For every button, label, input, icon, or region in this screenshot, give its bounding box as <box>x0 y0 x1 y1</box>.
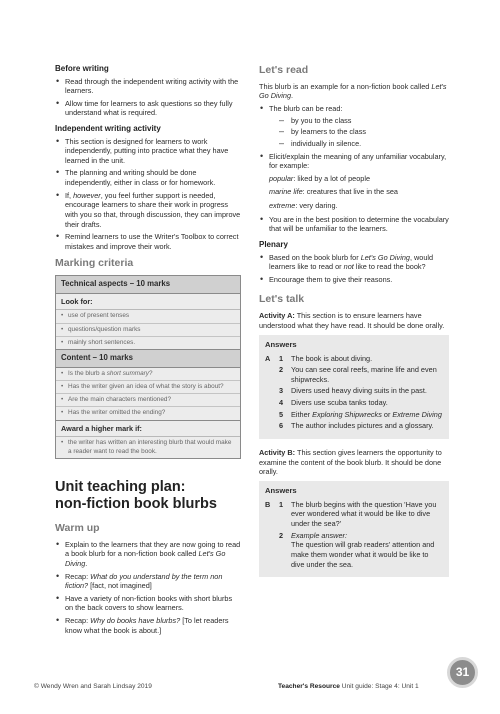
list-item: – individually in silence. <box>279 139 449 149</box>
list-item: • Elicit/explain the meaning of any unfamiliar vocabulary, for example: <box>259 152 449 171</box>
answers-box-a <box>259 335 449 439</box>
list-item: • The blurb can be read: – by you to the class – by learners to the class – individually in silence. <box>259 104 449 149</box>
warm-up-heading: Warm up <box>55 521 100 534</box>
page-footer <box>34 683 434 692</box>
list-item: • The planning and writing should be done independently, either in class or for homework. <box>55 168 241 187</box>
reading-modes-list <box>279 116 449 149</box>
criteria-row: • mainly short sentences. <box>56 337 240 350</box>
answer-row: 3 Divers used heavy diving suits in the past. <box>279 386 427 396</box>
list-item: • Encourage them to give their reasons. <box>259 275 449 285</box>
marking-criteria-table <box>55 275 241 459</box>
copyright-text: © Wendy Wren and Sarah Lindsay 2019 <box>34 683 152 690</box>
criteria-row: • Is the blurb a short summary? <box>56 368 240 381</box>
independent-writing-list <box>55 137 241 252</box>
list-item: • If, however, you feel further support is needed, encourage learners to share their work in progress with you so that, through discussion, they can improve their drafts. <box>55 191 241 230</box>
answers-box-b <box>259 481 449 577</box>
content-header: Content – 10 marks <box>56 350 240 367</box>
page-number-badge: 31 <box>447 657 478 688</box>
list-item: • Remind learners to use the Writer's Toolbox to correct mistakes and improve their work. <box>55 232 241 251</box>
criteria-row: • use of present tenses <box>56 310 240 323</box>
lets-read-intro: This blurb is an example for a non-fiction book called Let's Go Diving. <box>259 81 447 101</box>
answers-title: Answers <box>265 339 297 349</box>
list-item: • Have a variety of non-fiction books with short blurbs on the back covers to show learners. <box>55 594 241 613</box>
activity-b-text: Activity B: This section gives learners the opportunity to examine the content of the book blurb. It should be done orally. <box>259 447 442 477</box>
list-item: • Allow time for learners to ask questions so they fully understand what is required. <box>55 99 241 118</box>
list-item: • Recap: Why do books have blurbs? [To let readers know what the book is about.] <box>55 616 241 635</box>
answer-row: B 1 The blurb begins with the question 'Have you ever wondered what it would be like to dive under the sea?' <box>265 499 437 529</box>
resource-label: Teacher's Resource Unit guide: Stage 4: Unit 1 <box>278 683 419 690</box>
before-writing-list <box>55 77 241 119</box>
answer-row: 6 The author includes pictures and a glossary. <box>279 421 434 431</box>
list-item: • Explain to the learners that they are now going to read a book blurb for a non-fiction book called Let's Go Diving. <box>55 540 241 569</box>
vocab-definition: marine life: creatures that live in the sea <box>269 187 398 197</box>
list-item: • You are in the best position to determine the vocabulary that will be unfamiliar to the learners. <box>259 215 449 234</box>
right-column <box>259 64 449 577</box>
criteria-row: • questions/question marks <box>56 324 240 337</box>
criteria-row: • Has the writer omitted the ending? <box>56 407 240 420</box>
criteria-row: • the writer has written an interesting blurb that would make a reader want to read the book. <box>56 437 240 458</box>
list-item: – by learners to the class <box>279 127 449 137</box>
unit-plan-title: Unit teaching plan: non-fiction book blurbs <box>55 479 217 513</box>
answer-row: 2 You can see coral reefs, marine life and even shipwrecks. <box>279 365 437 384</box>
answer-row: 2 Example answer: The question will grab readers' attention and make them wonder what it would be like to dive under the sea. <box>279 530 435 569</box>
technical-aspects-header: Technical aspects – 10 marks <box>56 276 240 293</box>
vocab-definition: popular: liked by a lot of people <box>269 173 371 183</box>
activity-a-text: Activity A: This section is to ensure learners have understood what they have read. It should be done orally. <box>259 311 445 330</box>
answer-row: 4 Divers use scuba tanks today. <box>279 398 388 408</box>
list-item: • Read through the independent writing activity with the learners. <box>55 77 241 96</box>
criteria-row: • Has the writer given an idea of what the story is about? <box>56 381 240 394</box>
independent-writing-heading: Independent writing activity <box>55 124 161 134</box>
list-item: – by you to the class <box>279 116 449 126</box>
answers-title: Answers <box>265 485 297 495</box>
marking-criteria-heading: Marking criteria <box>55 257 134 270</box>
plenary-heading: Plenary <box>259 239 288 249</box>
warm-up-list <box>55 540 241 636</box>
award-higher-header: Award a higher mark if: <box>56 421 240 438</box>
lets-read-heading: Let's read <box>259 64 309 76</box>
before-writing-heading: Before writing <box>55 64 109 73</box>
left-column <box>55 64 241 638</box>
list-item: • Recap: What do you understand by the term non fiction? [fact, not imagined] <box>55 572 241 591</box>
plenary-list <box>259 253 449 285</box>
answer-row: 5 Either Exploring Shipwrecks or Extreme Diving <box>279 409 442 419</box>
answer-row: A 1 The book is about diving. <box>265 353 373 363</box>
look-for-label: Look for: <box>56 294 240 311</box>
vocab-definition: extreme: very daring. <box>269 201 338 211</box>
lets-talk-heading: Let's talk <box>259 293 305 306</box>
list-item: • This section is designed for learners to work independently, putting into practice what they have learned in the unit. <box>55 137 241 166</box>
criteria-row: • Are the main characters mentioned? <box>56 394 240 407</box>
lets-read-list <box>259 104 449 171</box>
list-item: • Based on the book blurb for Let's Go Diving, would learners like to read or not like to read the book? <box>259 253 449 272</box>
